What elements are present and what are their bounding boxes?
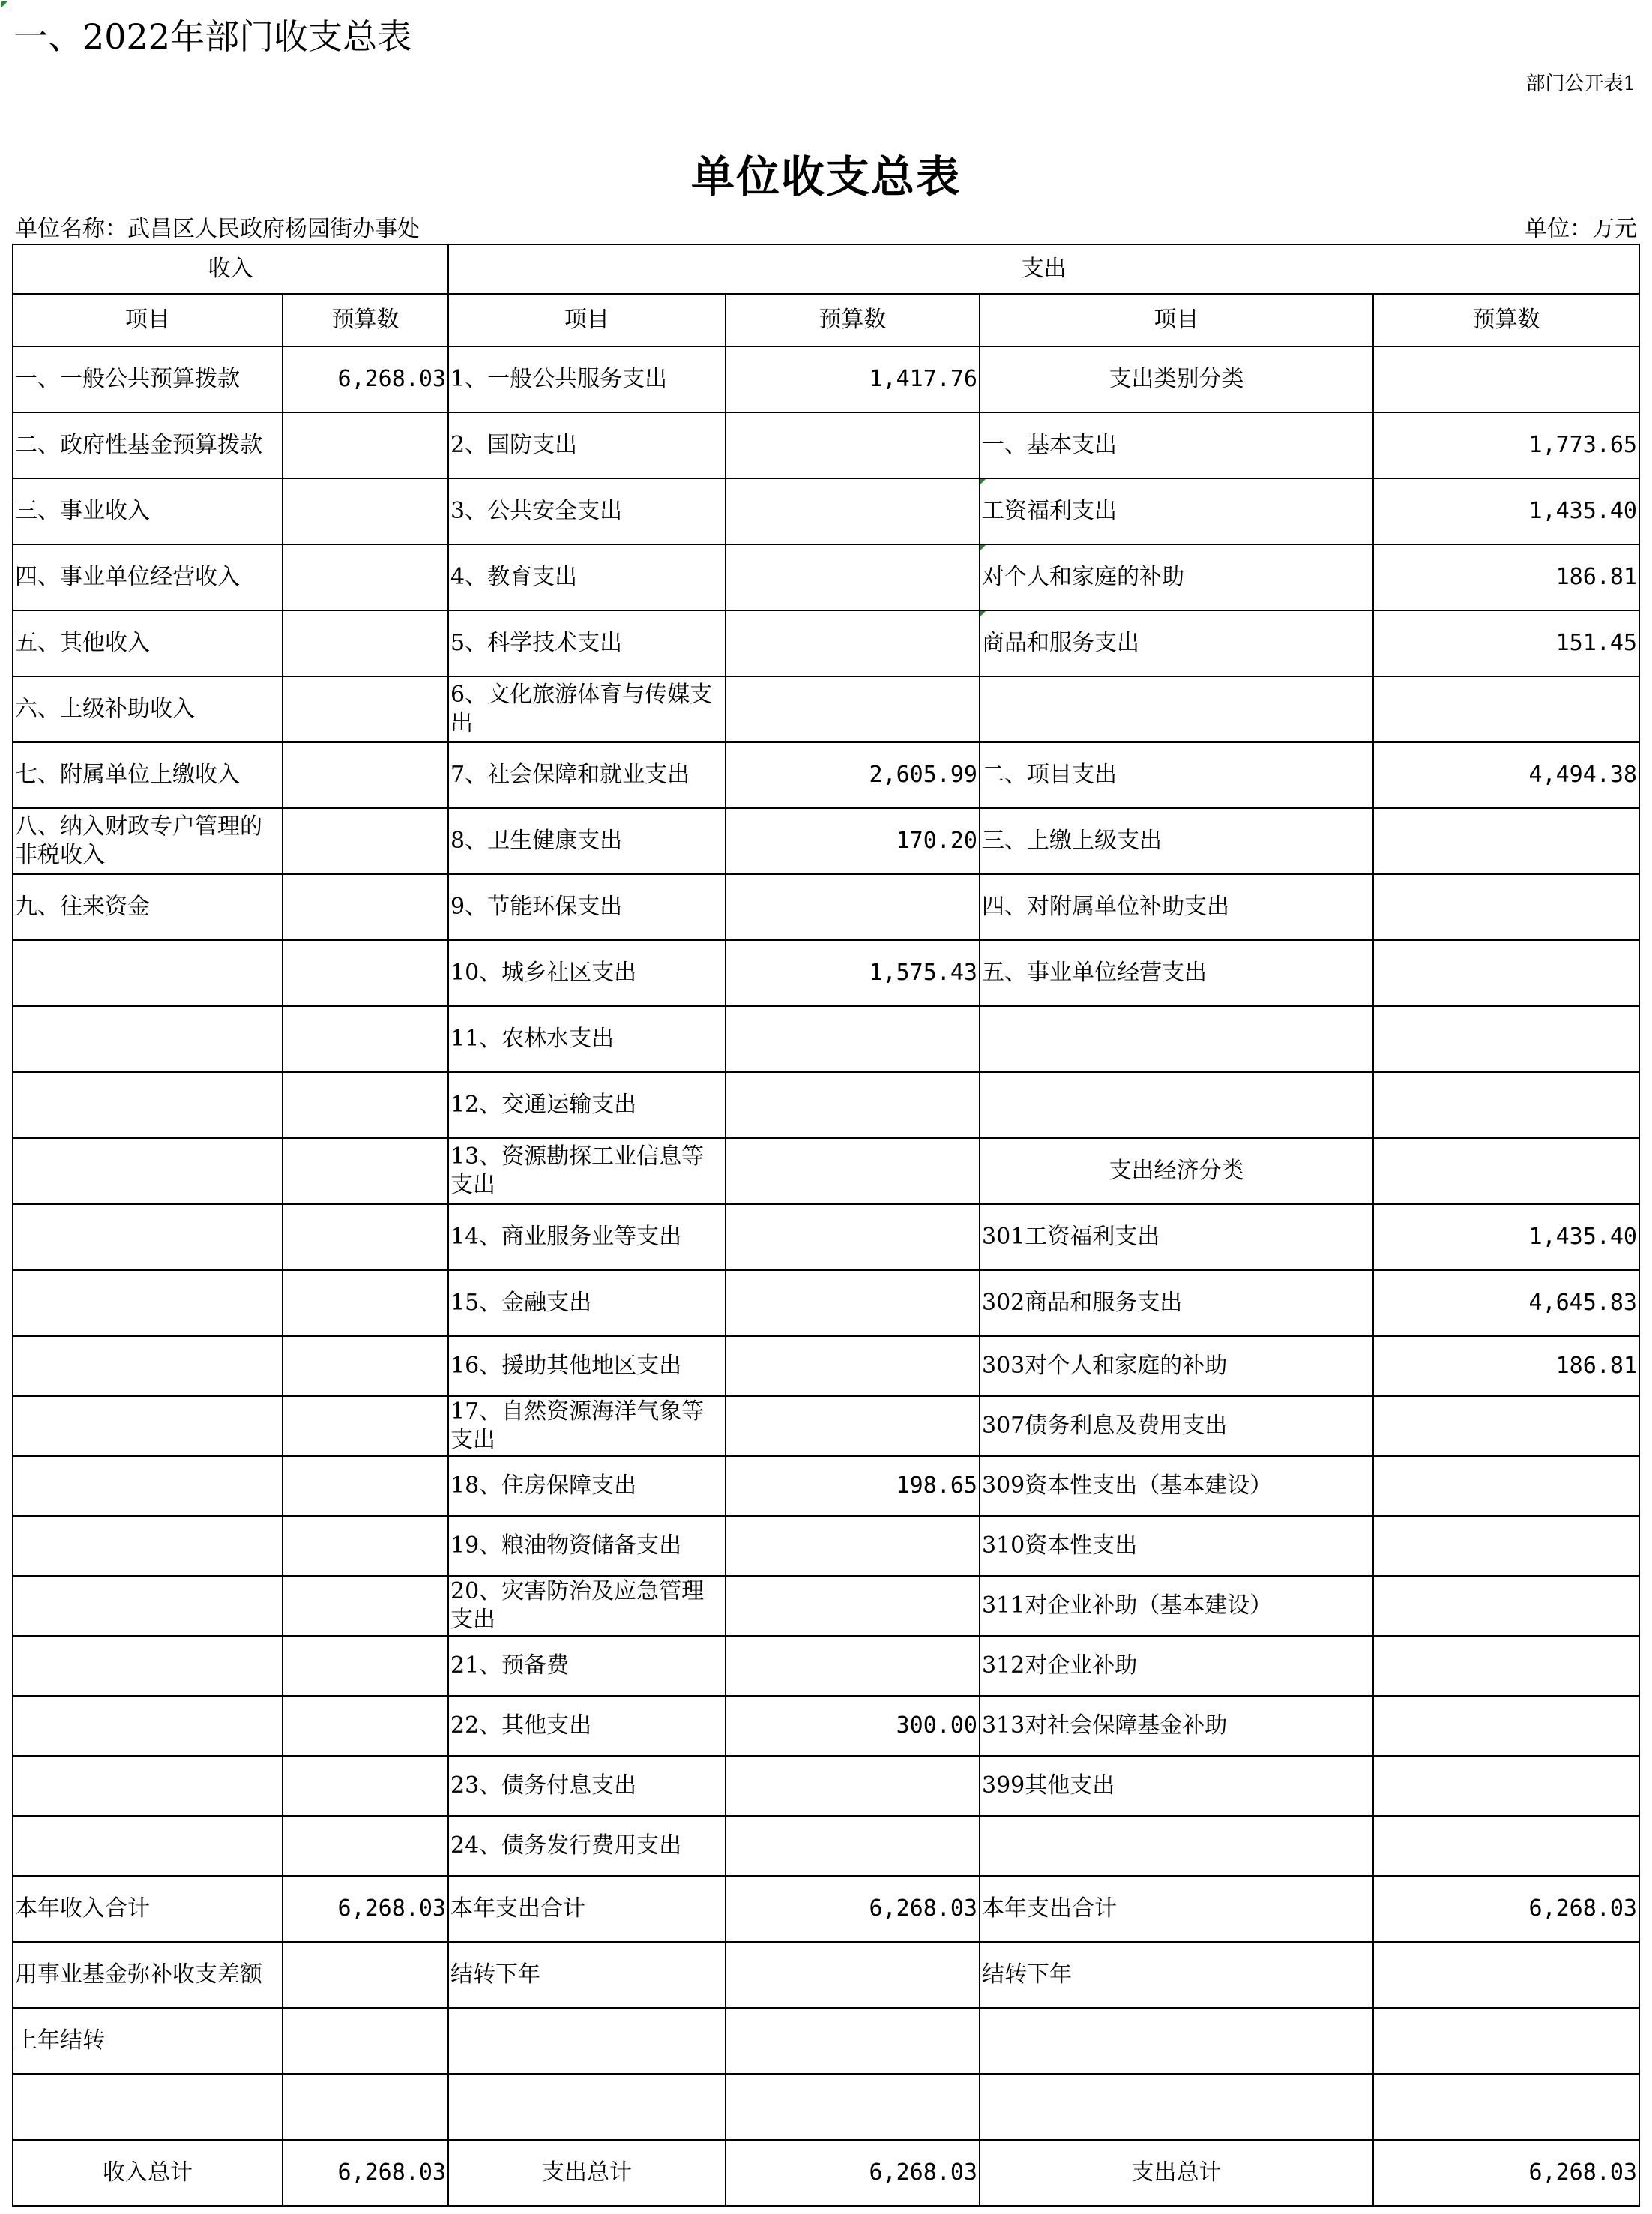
income-item-cell: 上年结转 [13, 2008, 283, 2074]
class-budget-cell: 4,494.38 [1373, 742, 1639, 808]
table-row [13, 874, 1639, 940]
class-budget-cell: 186.81 [1373, 544, 1639, 610]
class-item-cell: 302商品和服务支出 [980, 1270, 1373, 1336]
cell-comment-marker [980, 611, 986, 616]
expense-budget-cell [726, 1576, 980, 1636]
income-budget-cell [283, 1756, 448, 1816]
class-budget-cell: 6,268.03 [1373, 2140, 1639, 2206]
income-item-cell [13, 1396, 283, 1456]
table-row [13, 478, 1639, 544]
expense-budget-cell [726, 1204, 980, 1270]
expense-budget-cell [726, 1396, 980, 1456]
table-row [13, 2008, 1639, 2074]
class-budget-header: 预算数 [1373, 294, 1639, 346]
class-item-cell [980, 1816, 1373, 1876]
class-item-cell [980, 1006, 1373, 1072]
class-budget-cell [1373, 940, 1639, 1006]
class-budget-cell: 1,773.65 [1373, 412, 1639, 478]
income-item-cell: 六、上级补助收入 [13, 676, 283, 742]
class-budget-cell: 4,645.83 [1373, 1270, 1639, 1336]
class-item-cell [980, 676, 1373, 742]
expense-item-cell: 24、债务发行费用支出 [448, 1816, 726, 1876]
cell-comment-marker [980, 479, 986, 484]
table-row [13, 1516, 1639, 1576]
expense-item-cell: 支出总计 [448, 2140, 726, 2206]
income-item-cell: 五、其他收入 [13, 610, 283, 676]
class-item-cell: 四、对附属单位补助支出 [980, 874, 1373, 940]
expense-budget-cell: 1,417.76 [726, 346, 980, 412]
table-row [13, 940, 1639, 1006]
table-row [13, 610, 1639, 676]
class-budget-cell [1373, 1756, 1639, 1816]
expense-item-cell: 21、预备费 [448, 1636, 726, 1696]
income-item-cell [13, 1336, 283, 1396]
income-budget-cell [283, 412, 448, 478]
table-row [13, 1876, 1639, 1942]
expense-budget-cell [726, 1516, 980, 1576]
income-item-cell: 八、纳入财政专户管理的非税收入 [13, 808, 283, 874]
income-budget-cell [283, 874, 448, 940]
income-item-cell: 三、事业收入 [13, 478, 283, 544]
class-item-cell [980, 2074, 1373, 2140]
class-budget-cell [1373, 1396, 1639, 1456]
expense-budget-cell [726, 676, 980, 742]
class-item-cell: 399其他支出 [980, 1756, 1373, 1816]
cell-comment-marker [1, 1, 7, 7]
expense-group-header: 支出 [448, 244, 1639, 294]
class-budget-cell: 186.81 [1373, 1336, 1639, 1396]
table-row [13, 1270, 1639, 1336]
class-budget-cell [1373, 1072, 1639, 1138]
expense-budget-header: 预算数 [726, 294, 980, 346]
expense-item-cell: 14、商业服务业等支出 [448, 1204, 726, 1270]
expense-item-cell: 19、粮油物资储备支出 [448, 1516, 726, 1576]
expense-item-cell: 15、金融支出 [448, 1270, 726, 1336]
income-item-cell [13, 1636, 283, 1696]
income-budget-cell [283, 544, 448, 610]
table-row [13, 676, 1639, 742]
expense-budget-cell [726, 1138, 980, 1204]
class-budget-cell: 1,435.40 [1373, 1204, 1639, 1270]
table-row [13, 2140, 1639, 2206]
class-item-cell: 支出类别分类 [980, 346, 1373, 412]
expense-budget-cell [726, 1636, 980, 1696]
class-budget-cell [1373, 808, 1639, 874]
income-item-cell: 四、事业单位经营收入 [13, 544, 283, 610]
table-row [13, 808, 1639, 874]
income-budget-cell [283, 1696, 448, 1756]
income-item-cell [13, 1138, 283, 1204]
income-budget-cell [283, 676, 448, 742]
class-item-cell: 一、基本支出 [980, 412, 1373, 478]
class-budget-cell [1373, 1456, 1639, 1516]
class-budget-cell [1373, 2008, 1639, 2074]
income-budget-cell [283, 1816, 448, 1876]
expense-budget-cell: 2,605.99 [726, 742, 980, 808]
class-budget-cell [1373, 1138, 1639, 1204]
expense-item-cell: 本年支出合计 [448, 1876, 726, 1942]
expense-budget-cell [726, 478, 980, 544]
income-budget-cell [283, 1396, 448, 1456]
expense-item-cell: 5、科学技术支出 [448, 610, 726, 676]
income-item-cell [13, 1816, 283, 1876]
class-item-cell: 商品和服务支出 [980, 610, 1373, 676]
expense-budget-cell [726, 1270, 980, 1336]
table-row [13, 1696, 1639, 1756]
expense-budget-cell [726, 1942, 980, 2008]
income-item-cell: 二、政府性基金预算拨款 [13, 412, 283, 478]
income-item-cell: 收入总计 [13, 2140, 283, 2206]
expense-item-cell: 17、自然资源海洋气象等支出 [448, 1396, 726, 1456]
income-item-cell: 一、一般公共预算拨款 [13, 346, 283, 412]
class-budget-cell [1373, 1696, 1639, 1756]
income-item-cell [13, 1072, 283, 1138]
group-header-row [13, 244, 1639, 294]
income-item-cell [13, 1006, 283, 1072]
class-item-cell: 303对个人和家庭的补助 [980, 1336, 1373, 1396]
class-item-cell: 311对企业补助（基本建设） [980, 1576, 1373, 1636]
expense-budget-cell [726, 2074, 980, 2140]
class-budget-cell: 6,268.03 [1373, 1876, 1639, 1942]
class-budget-cell: 1,435.40 [1373, 478, 1639, 544]
expense-item-cell: 10、城乡社区支出 [448, 940, 726, 1006]
income-budget-cell [283, 1072, 448, 1138]
income-budget-cell [283, 742, 448, 808]
table-row [13, 544, 1639, 610]
expense-budget-cell [726, 2008, 980, 2074]
table-row [13, 1756, 1639, 1816]
table-row [13, 1456, 1639, 1516]
income-budget-header: 预算数 [283, 294, 448, 346]
expense-item-cell: 12、交通运输支出 [448, 1072, 726, 1138]
income-item-header: 项目 [13, 294, 283, 346]
expense-item-cell: 6、文化旅游体育与传媒支出 [448, 676, 726, 742]
expense-item-cell: 2、国防支出 [448, 412, 726, 478]
class-item-cell: 301工资福利支出 [980, 1204, 1373, 1270]
expense-budget-cell: 300.00 [726, 1696, 980, 1756]
expense-item-cell: 1、一般公共服务支出 [448, 346, 726, 412]
expense-item-cell: 23、债务付息支出 [448, 1756, 726, 1816]
class-item-cell: 支出总计 [980, 2140, 1373, 2206]
expense-item-cell: 20、灾害防治及应急管理支出 [448, 1576, 726, 1636]
expense-item-cell: 13、资源勘探工业信息等支出 [448, 1138, 726, 1204]
expense-item-cell: 9、节能环保支出 [448, 874, 726, 940]
income-budget-cell [283, 940, 448, 1006]
class-budget-cell [1373, 1006, 1639, 1072]
income-item-cell [13, 1204, 283, 1270]
expense-budget-cell [726, 1006, 980, 1072]
expense-budget-cell [726, 544, 980, 610]
income-budget-cell [283, 1576, 448, 1636]
expense-budget-cell: 6,268.03 [726, 1876, 980, 1942]
expense-budget-cell: 170.20 [726, 808, 980, 874]
expense-budget-cell: 1,575.43 [726, 940, 980, 1006]
class-item-cell: 312对企业补助 [980, 1636, 1373, 1696]
class-budget-cell [1373, 1576, 1639, 1636]
table-row [13, 1576, 1639, 1636]
page-title: 单位收支总表 [690, 151, 961, 202]
table-row [13, 1816, 1639, 1876]
income-budget-cell [283, 1336, 448, 1396]
income-item-cell [13, 1576, 283, 1636]
table-row [13, 1138, 1639, 1204]
expense-budget-cell [726, 412, 980, 478]
class-item-cell: 工资福利支出 [980, 478, 1373, 544]
expense-item-header: 项目 [448, 294, 726, 346]
expense-budget-cell [726, 1816, 980, 1876]
income-item-cell: 七、附属单位上缴收入 [13, 742, 283, 808]
cell-comment-marker [980, 545, 986, 550]
table-row [13, 1204, 1639, 1270]
expense-item-cell: 3、公共安全支出 [448, 478, 726, 544]
income-budget-cell [283, 1456, 448, 1516]
income-item-cell [13, 1756, 283, 1816]
income-budget-cell [283, 2008, 448, 2074]
class-item-cell [980, 1072, 1373, 1138]
income-budget-cell [283, 478, 448, 544]
expense-item-cell: 11、农林水支出 [448, 1006, 726, 1072]
table-row [13, 2074, 1639, 2140]
page-heading: 一、2022年部门收支总表 [13, 16, 412, 57]
table-row [13, 1396, 1639, 1456]
class-item-cell: 313对社会保障基金补助 [980, 1696, 1373, 1756]
class-item-cell: 本年支出合计 [980, 1876, 1373, 1942]
expense-budget-cell [726, 610, 980, 676]
class-budget-cell [1373, 2074, 1639, 2140]
class-item-cell: 结转下年 [980, 1942, 1373, 2008]
expense-budget-cell [726, 874, 980, 940]
income-budget-cell: 6,268.03 [283, 346, 448, 412]
income-item-cell [13, 1456, 283, 1516]
income-item-cell: 九、往来资金 [13, 874, 283, 940]
class-item-cell: 307债务利息及费用支出 [980, 1396, 1373, 1456]
income-budget-cell: 6,268.03 [283, 2140, 448, 2206]
table-row [13, 346, 1639, 412]
class-budget-cell [1373, 676, 1639, 742]
expense-budget-cell: 6,268.03 [726, 2140, 980, 2206]
class-budget-cell [1373, 1516, 1639, 1576]
unit-label: 单位：万元 [1525, 216, 1637, 242]
class-item-cell: 309资本性支出（基本建设） [980, 1456, 1373, 1516]
income-budget-cell [283, 610, 448, 676]
expense-item-cell: 7、社会保障和就业支出 [448, 742, 726, 808]
class-item-cell: 三、上缴上级支出 [980, 808, 1373, 874]
table-row [13, 1006, 1639, 1072]
income-budget-cell [283, 1516, 448, 1576]
class-item-cell: 对个人和家庭的补助 [980, 544, 1373, 610]
class-item-cell: 支出经济分类 [980, 1138, 1373, 1204]
class-item-cell: 二、项目支出 [980, 742, 1373, 808]
income-budget-cell [283, 808, 448, 874]
income-budget-cell [283, 2074, 448, 2140]
expense-budget-cell: 198.65 [726, 1456, 980, 1516]
expense-item-cell: 4、教育支出 [448, 544, 726, 610]
form-number: 部门公开表1 [1525, 73, 1636, 95]
column-header-row [13, 294, 1639, 346]
income-group-header: 收入 [13, 244, 448, 294]
income-budget-cell [283, 1636, 448, 1696]
income-item-cell [13, 1696, 283, 1756]
class-budget-cell [1373, 1636, 1639, 1696]
expense-item-cell: 8、卫生健康支出 [448, 808, 726, 874]
income-budget-cell [283, 1138, 448, 1204]
table-row [13, 1072, 1639, 1138]
income-item-cell [13, 1270, 283, 1336]
class-budget-cell [1373, 1942, 1639, 2008]
expense-budget-cell [726, 1756, 980, 1816]
income-item-cell [13, 2074, 283, 2140]
expense-item-cell [448, 2008, 726, 2074]
income-item-cell: 用事业基金弥补收支差额 [13, 1942, 283, 2008]
table-row [13, 412, 1639, 478]
income-budget-cell: 6,268.03 [283, 1876, 448, 1942]
expense-item-cell: 结转下年 [448, 1942, 726, 2008]
income-budget-cell [283, 1942, 448, 2008]
expense-budget-cell [726, 1072, 980, 1138]
class-budget-cell [1373, 1816, 1639, 1876]
class-budget-cell [1373, 346, 1639, 412]
unit-name: 单位名称：武昌区人民政府杨园街办事处 [15, 216, 420, 242]
income-budget-cell [283, 1270, 448, 1336]
income-item-cell: 本年收入合计 [13, 1876, 283, 1942]
class-item-cell: 310资本性支出 [980, 1516, 1373, 1576]
expense-item-cell [448, 2074, 726, 2140]
class-budget-cell: 151.45 [1373, 610, 1639, 676]
class-item-cell: 五、事业单位经营支出 [980, 940, 1373, 1006]
table-row [13, 1636, 1639, 1696]
income-budget-cell [283, 1204, 448, 1270]
table-row [13, 742, 1639, 808]
income-item-cell [13, 1516, 283, 1576]
expense-item-cell: 16、援助其他地区支出 [448, 1336, 726, 1396]
class-budget-cell [1373, 874, 1639, 940]
class-item-header: 项目 [980, 294, 1373, 346]
table-row [13, 1942, 1639, 2008]
expense-item-cell: 18、住房保障支出 [448, 1456, 726, 1516]
income-budget-cell [283, 1006, 448, 1072]
expense-budget-cell [726, 1336, 980, 1396]
budget-table [12, 244, 1640, 2207]
table-row [13, 1336, 1639, 1396]
class-item-cell [980, 2008, 1373, 2074]
expense-item-cell: 22、其他支出 [448, 1696, 726, 1756]
income-item-cell [13, 940, 283, 1006]
